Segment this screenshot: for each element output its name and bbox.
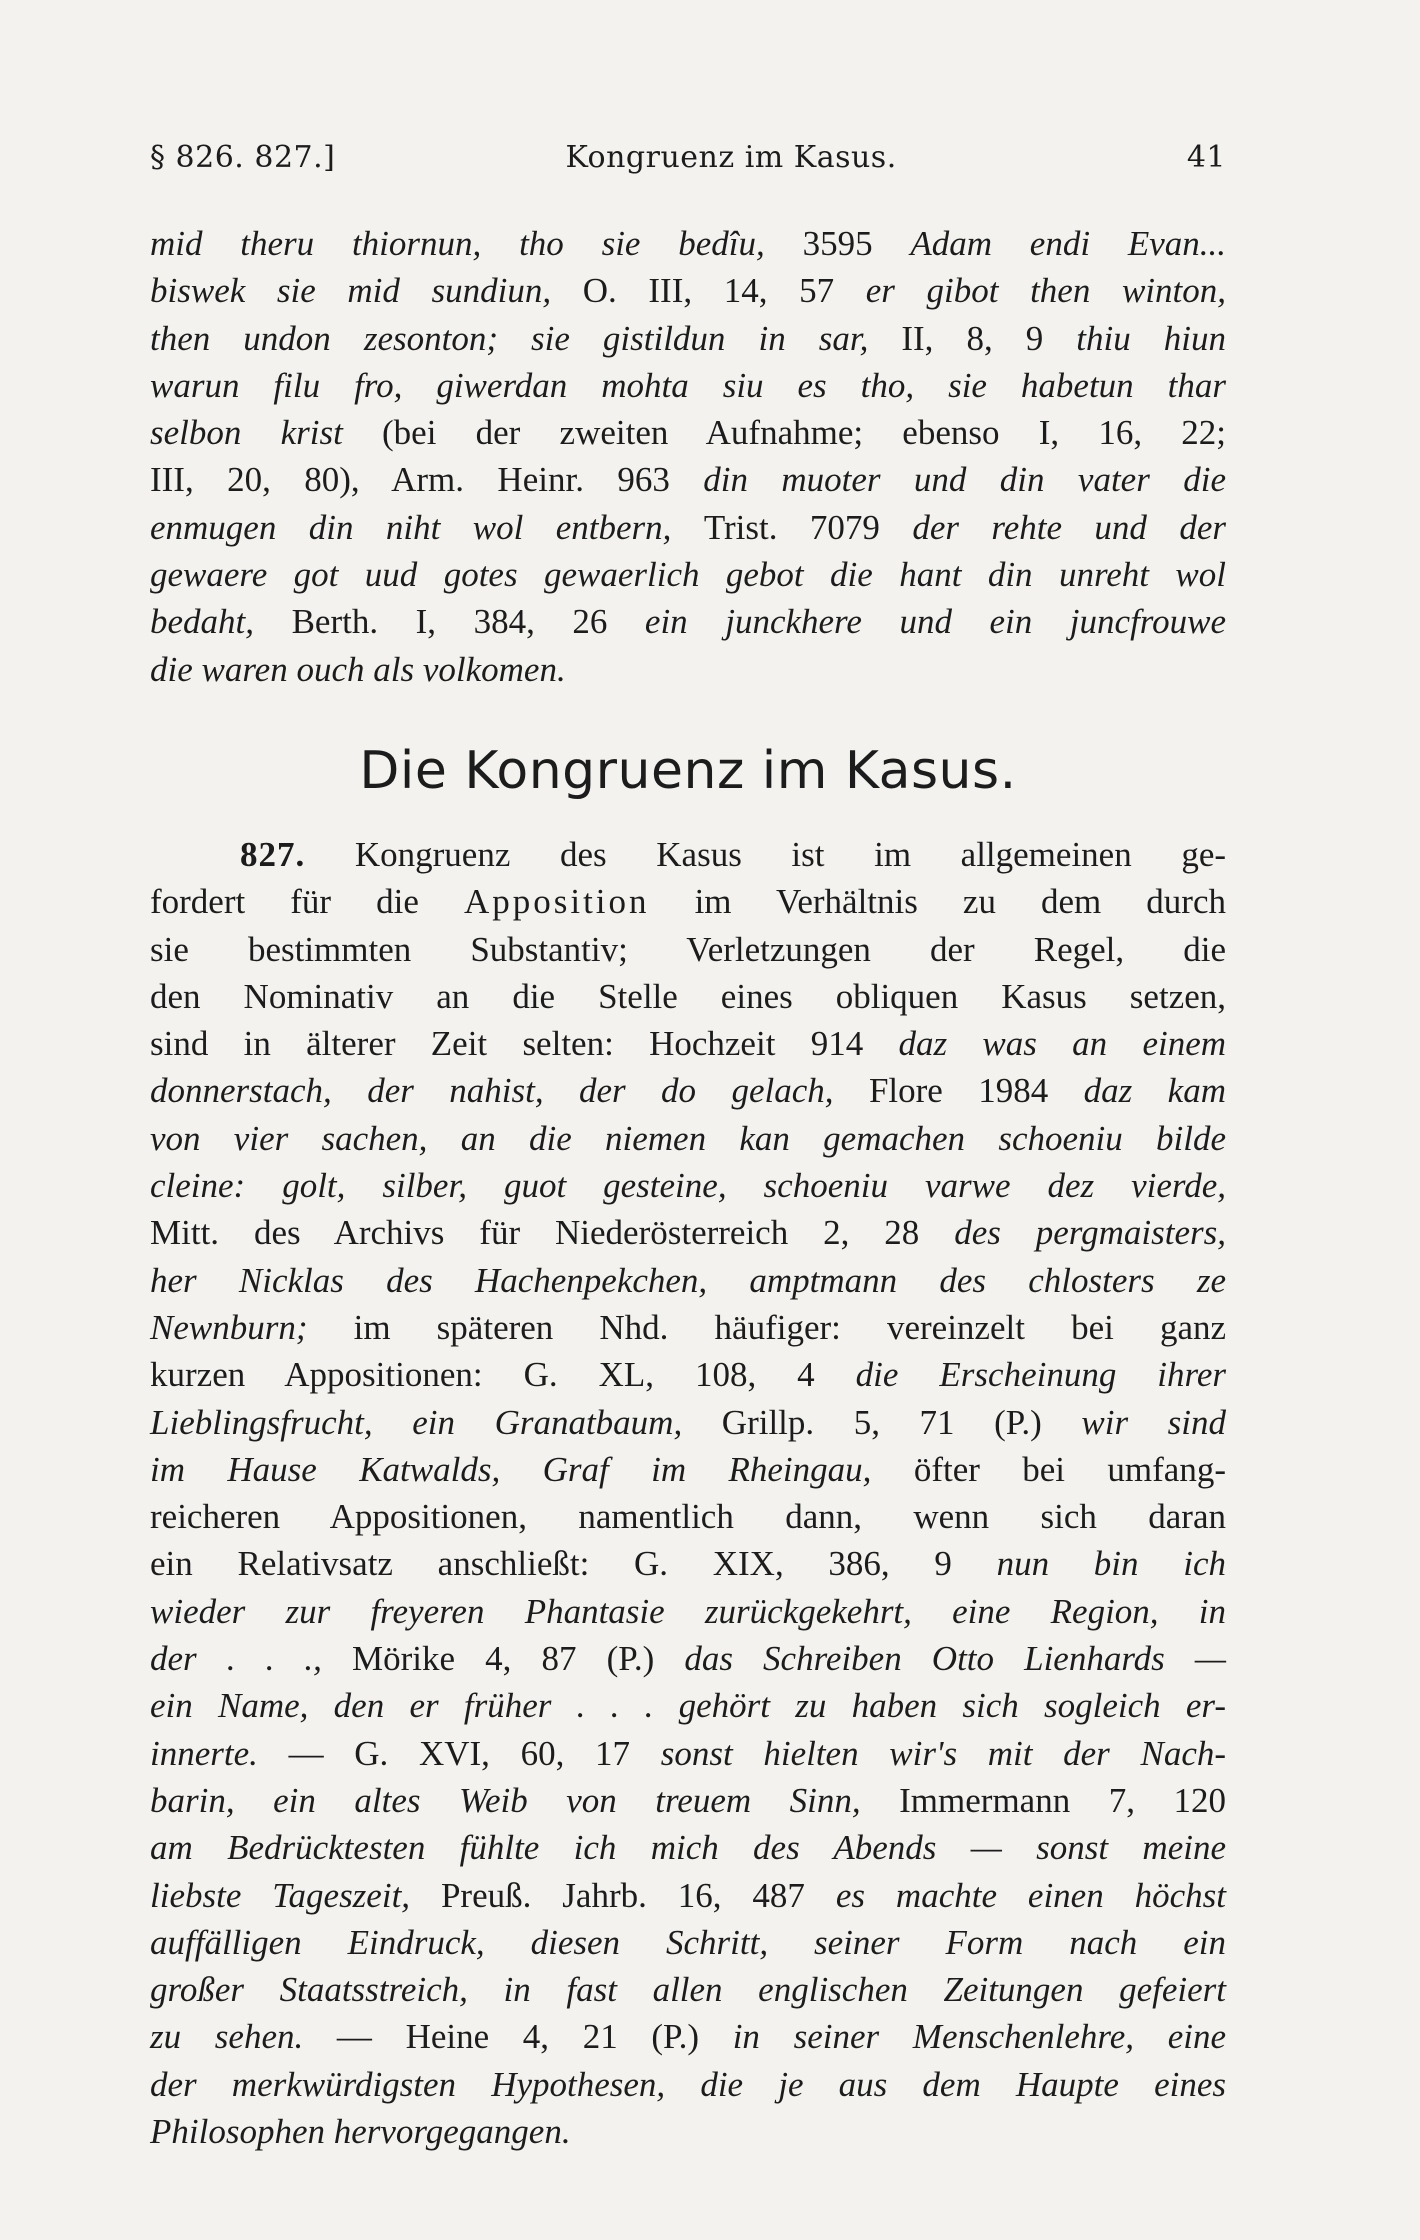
text-segment: — Heine 4, 21 (P.) <box>336 2017 733 2057</box>
text-segment: sind in älterer Zeit selten: Hochzeit 914 <box>150 1024 899 1064</box>
italic-citation: die waren ouch als volkomen. <box>150 649 566 689</box>
running-title: Kongruenz im Kasus. <box>565 140 897 175</box>
text-segment: O. III, 14, 57 <box>582 271 866 311</box>
paragraph-827 <box>150 831 1226 2155</box>
section-reference: § 826. 827.] <box>150 140 336 175</box>
text-line <box>150 1304 1226 1351</box>
italic-citation: im Hause Katwalds, Graf im Rheingau, <box>150 1449 914 1489</box>
italic-citation: des pergmaisters, <box>954 1213 1226 1253</box>
text-line <box>150 1872 1226 1919</box>
italic-citation: daz was an einem <box>898 1024 1227 1064</box>
italic-citation: barin, ein altes Weib von treuem Sinn, <box>150 1780 900 1820</box>
text-segment: fordert für die <box>150 882 464 922</box>
text-line <box>150 1540 1226 1587</box>
italic-citation: von vier sachen, an die niemen kan gemachen schoeniu bilde <box>150 1118 1226 1158</box>
italic-citation: es machte einen höchst <box>835 1875 1227 1915</box>
text-segment: Flore 1984 <box>868 1071 1084 1111</box>
text-segment: Grillp. 5, 71 (P.) <box>721 1402 1082 1442</box>
text-line <box>150 1067 1226 1114</box>
text-line <box>150 2061 1226 2108</box>
text-line <box>150 504 1226 551</box>
text-segment: Trist. 7079 <box>703 507 913 547</box>
text-line <box>150 267 1226 314</box>
text-segment: kurzen Appositionen: G. XL, 108, 4 <box>150 1355 856 1395</box>
italic-citation: Adam endi Evan... <box>910 224 1227 263</box>
text-line <box>150 973 1226 1020</box>
text-line <box>150 1209 1226 1256</box>
text-line <box>150 362 1226 409</box>
continued-paragraph <box>150 220 1226 693</box>
italic-citation: Newnburn; <box>150 1307 354 1347</box>
text-segment: — G. XVI, 60, 17 <box>288 1733 661 1773</box>
text-line <box>150 1824 1226 1871</box>
text-segment: reicheren Appositionen, namentlich dann, wenn sich daran <box>150 1497 1226 1537</box>
text-line <box>150 1257 1226 1304</box>
italic-citation: sonst hielten wir's mit der Nach- <box>660 1733 1227 1773</box>
text-line <box>150 1730 1226 1777</box>
italic-citation: das Schreiben Otto Lienhards — <box>684 1639 1226 1679</box>
italic-citation: liebste Tageszeit, <box>150 1875 441 1915</box>
text-line <box>150 1115 1226 1162</box>
section-number: 827. <box>240 834 306 874</box>
italic-citation: then undon zesonton; sie gistildun in sar, <box>150 318 902 358</box>
text-line <box>150 1682 1226 1729</box>
text-line <box>150 831 1226 878</box>
italic-citation: auffälligen Eindruck, diesen Schritt, seiner Form nach ein <box>150 1922 1226 1962</box>
italic-citation: ein junckhere und ein juncfrouwe <box>644 602 1226 642</box>
italic-citation: bedaht, <box>150 602 292 642</box>
italic-citation: ein Name, den er früher . . . gehört zu haben sich sogleich er- <box>150 1686 1226 1726</box>
text-segment: (bei der zweiten Aufnahme; ebenso I, 16, 22; <box>382 413 1226 453</box>
text-segment: 3595 <box>802 224 911 263</box>
text-line <box>150 1446 1226 1493</box>
text-line <box>150 1493 1226 1540</box>
text-line <box>150 2108 1226 2155</box>
text-segment: Preuß. Jahrb. 16, 487 <box>440 1875 836 1915</box>
text-segment: III, 20, 80), Arm. Heinr. 963 <box>150 460 704 500</box>
running-head <box>150 140 1226 190</box>
page-number: 41 <box>1186 140 1226 175</box>
text-line <box>150 1919 1226 1966</box>
italic-citation: wir sind <box>1081 1402 1226 1442</box>
italic-citation: warun filu fro, giwerdan mohta siu es tho, sie habetun thar <box>150 365 1226 405</box>
italic-citation: die Erscheinung ihrer <box>855 1355 1226 1395</box>
text-line <box>150 1588 1226 1635</box>
text-line <box>150 1966 1226 2013</box>
italic-citation: in seiner Menschenlehre, eine <box>732 2017 1226 2057</box>
section-heading: Die Kongruenz im Kasus. <box>359 740 1017 801</box>
text-segment: im späteren Nhd. häufiger: vereinzelt bei ganz <box>353 1307 1227 1347</box>
italic-citation: donnerstach, der nahist, der do gelach, <box>150 1071 869 1111</box>
text-line <box>150 315 1226 362</box>
text-segment: Mörike 4, 87 (P.) <box>352 1639 685 1679</box>
italic-citation: am Bedrücktesten fühlte ich mich des Abends — sonst meine <box>150 1828 1226 1868</box>
italic-citation: thiu hiun <box>1076 318 1226 358</box>
text-line <box>150 646 1226 693</box>
text-segment: Berth. I, 384, 26 <box>291 602 645 642</box>
text-line <box>150 2013 1226 2060</box>
text-segment: Mitt. des Archivs für Niederösterreich 2, 28 <box>150 1213 955 1253</box>
italic-citation: der merkwürdigsten Hypothesen, die je aus dem Haupte eines <box>150 2064 1226 2104</box>
italic-citation: selbon krist <box>150 413 383 453</box>
italic-citation: großer Staatsstreich, in fast allen englischen Zeitungen gefeiert <box>150 1970 1226 2010</box>
italic-citation: cleine: golt, silber, guot gesteine, schoeniu varwe dez vierde, <box>150 1166 1226 1206</box>
text-segment: Immermann 7, 120 <box>899 1780 1226 1820</box>
italic-citation: biswek sie mid sundiun, <box>150 271 583 311</box>
text-line <box>150 1399 1226 1446</box>
italic-citation: nun bin ich <box>996 1544 1226 1584</box>
italic-citation: enmugen din niht wol entbern, <box>150 507 704 547</box>
italic-citation: din muoter und din vater die <box>703 460 1226 500</box>
italic-citation: wieder zur freyeren Phantasie zurückgekehrt, eine Region, in <box>150 1591 1226 1631</box>
text-line <box>150 926 1226 973</box>
italic-citation: innerte. <box>150 1733 289 1773</box>
book-page <box>150 140 1226 2155</box>
italic-citation: her Nicklas des Hachenpekchen, amptmann des chlosters ze <box>150 1260 1226 1300</box>
italic-citation: mid theru thiornun, tho sie bedîu, <box>150 224 803 263</box>
text-segment: öfter bei umfang- <box>913 1449 1226 1489</box>
italic-citation: der . . ., <box>150 1639 353 1679</box>
text-line <box>150 409 1226 456</box>
text-line <box>150 878 1226 925</box>
italic-citation: gewaere got uud gotes gewaerlich gebot die hant din unreht wol <box>150 555 1226 595</box>
text-segment: den Nominativ an die Stelle eines obliquen Kasus setzen, <box>150 976 1226 1016</box>
text-segment: ein Relativsatz anschließt: G. XIX, 386, 9 <box>150 1544 997 1584</box>
text-line <box>150 551 1226 598</box>
text-line <box>150 598 1226 645</box>
italic-citation: zu sehen. <box>150 2017 337 2057</box>
text-line <box>150 1162 1226 1209</box>
text-segment: sie bestimmten Substantiv; Verletzungen der Regel, die <box>150 929 1226 969</box>
text-line <box>150 456 1226 503</box>
italic-citation: Lieblingsfrucht, ein Granatbaum, <box>150 1402 722 1442</box>
text-line <box>150 1777 1226 1824</box>
text-segment: II, 8, 9 <box>901 318 1077 358</box>
text-segment: Apposition <box>463 882 650 922</box>
italic-citation: der rehte und der <box>912 507 1226 547</box>
text-segment: im Verhältnis zu dem durch <box>649 882 1226 922</box>
text-line <box>150 1635 1226 1682</box>
italic-citation: daz kam <box>1083 1071 1226 1111</box>
italic-citation: er gibot then winton, <box>865 271 1227 311</box>
text-line <box>150 1020 1226 1067</box>
text-line <box>150 220 1226 267</box>
italic-citation: Philosophen hervorgegangen. <box>150 2111 571 2151</box>
text-line <box>150 1351 1226 1398</box>
text-segment: Kongruenz des Kasus ist im allgemeinen ge- <box>354 834 1227 874</box>
